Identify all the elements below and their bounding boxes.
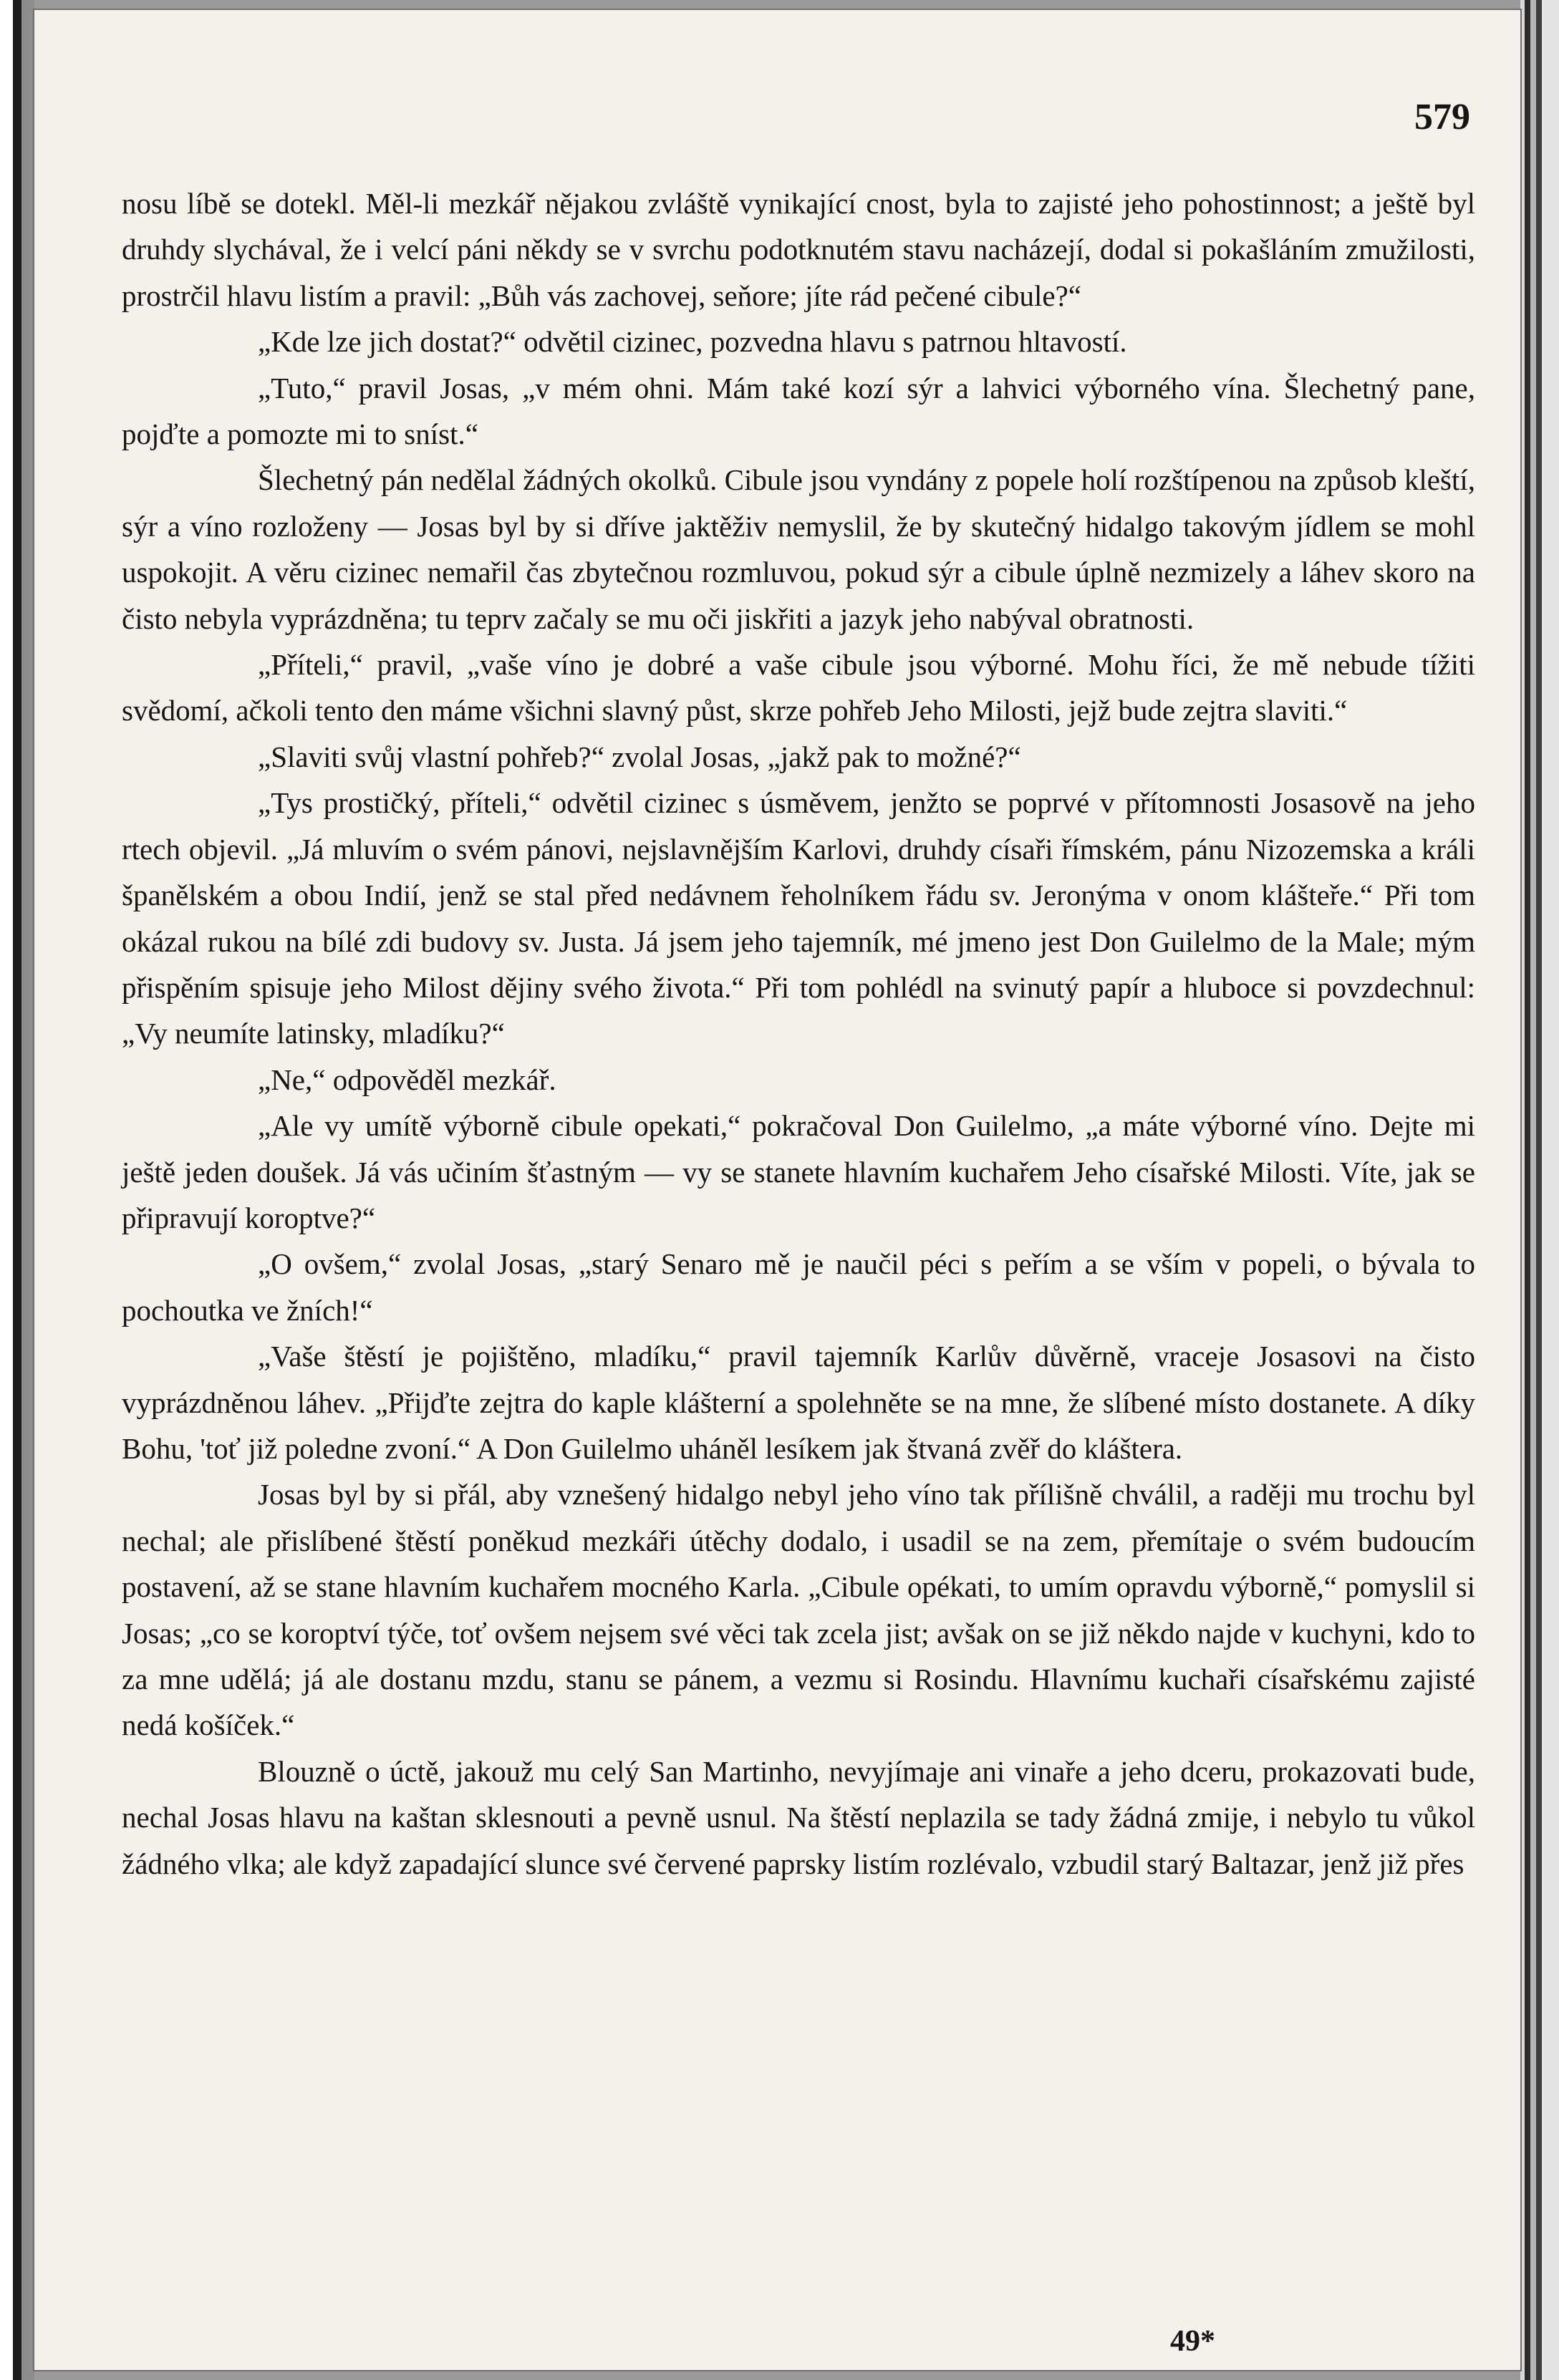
paragraph: „Ne,“ odpověděl mezkář.: [258, 1063, 556, 1096]
paragraph: nosu líbě se dotekl. Měl-li mezkář nějakou zvláště vynikající cnost, byla to zajisté jeho pohostinnost; a ještě byl druhdy slychával, že i velcí páni někdy se v svrchu podotknutém stavu nacházejí, dodal si pokašláním zmužilosti, prostrčil hlavu listím a pravil: „Bůh vás zachovej, seňore; jíte rád pečené cibule?“: [122, 187, 1475, 312]
paragraph: „O ovšem,“ zvolal Josas, „starý Senaro mě je naučil péci s peřím a se vším v popeli, o bývala to pochoutka ve žních!“: [122, 1247, 1475, 1327]
page-number: 579: [1414, 97, 1470, 137]
paragraph: „Tys prostičký, příteli,“ odvětil cizinec s úsměvem, jenžto se poprvé v přítomnosti Josasově na jeho rtech objevil. „Já mluvím o svém pánovi, nejslavnějším Karlovi, druhdy císaři římském, pánu Nizozemska a králi španělském a obou Indií, jenž se stal před nedávnem řeholníkem řádu sv. Jeronýma v onom klášteře.“ Při tom okázal rukou na bílé zdi budovy sv. Justa. Já jsem jeho tajemník, mé jmeno jest Don Guilelmo de la Male; mým přispěním spisuje jeho Milost dějiny svého života.“ Při tom pohlédl na svinutý papír a hluboce si povzdechnul: „Vy neumíte latinsky, mladíku?“: [122, 786, 1475, 1050]
printer-signature-mark: 49*: [1170, 2325, 1215, 2358]
paragraph: Blouzně o úctě, jakouž mu celý San Martinho, nevyjímaje ani vinaře a jeho dceru, prokazovati bude, nechal Josas hlavu na kaštan sklesnouti a pevně usnul. Na štěstí neplazila se tady žádná zmije, i nebylo tu vůkol žádného vlka; ale když zapadající slunce své červené paprsky listím rozlévalo, vzbudil starý Baltazar, jenž již přes: [122, 1754, 1475, 1880]
body-text: [122, 180, 1475, 1887]
paragraph: „Tuto,“ pravil Josas, „v mém ohni. Mám také kozí sýr a lahvici výborného vína. Šlechetný pane, pojďte a pomozte mi to sníst.“: [122, 371, 1475, 451]
scan-right-edge: [1520, 0, 1559, 2380]
paragraph: „Slaviti svůj vlastní pohřeb?“ zvolal Josas, „jakž pak to možné?“: [258, 740, 1021, 773]
paragraph: Josas byl by si přál, aby vznešený hidalgo nebyl jeho víno tak přílišně chválil, a raději mu trochu byl nechal; ale přislíbené štěstí poněkud mezkáři útěchy dodalo, i usadil se na zem, přemítaje o svém budoucím postavení, až se stane hlavním kuchařem mocného Karla. „Cibule opékati, to umím opravdu výborně,“ pomyslil si Josas; „co se koroptví týče, toť ovšem nejsem své věci tak zcela jist; avšak on se již někdo najde v kuchyni, kdo to za mne udělá; já ale dostanu mzdu, stanu se pánem, a vezmu si Rosindu. Hlavnímu kuchaři císařskému zajisté nedá košíček.“: [122, 1478, 1475, 1742]
scan-left-edge: [0, 0, 34, 2380]
paragraph: „Příteli,“ pravil, „vaše víno je dobré a vaše cibule jsou výborné. Mohu říci, že mě nebude tížiti svědomí, ačkoli tento den máme všichni slavný půst, skrze pohřeb Jeho Milosti, jejž bude zejtra slaviti.“: [122, 648, 1475, 727]
paragraph: „Vaše štěstí je pojištěno, mladíku,“ pravil tajemník Karlův důvěrně, vraceje Josasovi na čisto vyprázdněnou láhev. „Přijďte zejtra do kaple klášterní a spolehněte se na mne, že slíbené místo dostanete. A díky Bohu, 'toť již poledne zvoní.“ A Don Guilelmo uháněl lesíkem jak štvaná zvěř do kláštera.: [122, 1340, 1475, 1465]
paragraph: „Ale vy umítě výborně cibule opekati,“ pokračoval Don Guilelmo, „a máte výborné víno. Dejte mi ještě jeden doušek. Já vás učiním šťastným — vy se stanete hlavním kuchařem Jeho císařské Milosti. Víte, jak se připravují koroptve?“: [122, 1109, 1475, 1234]
paragraph: „Kde lze jich dostat?“ odvětil cizinec, pozvedna hlavu s patrnou hltavostí.: [258, 325, 1127, 359]
paragraph: Šlechetný pán nedělal žádných okolků. Cibule jsou vyndány z popele holí rozštípenou na způsob kleští, sýr a víno rozloženy — Josas byl by si dříve jaktěživ nemyslil, že by skutečný hidalgo takovým jídlem se mohl uspokojit. A věru cizinec nemařil čas zbytečnou rozmluvou, pokud sýr a cibule úplně nezmizely a láhev skoro na čisto nebyla vyprázdněna; tu teprv začaly se mu oči jiskřiti a jazyk jeho nabýval obratnosti.: [122, 463, 1475, 635]
book-page: [34, 10, 1520, 2370]
